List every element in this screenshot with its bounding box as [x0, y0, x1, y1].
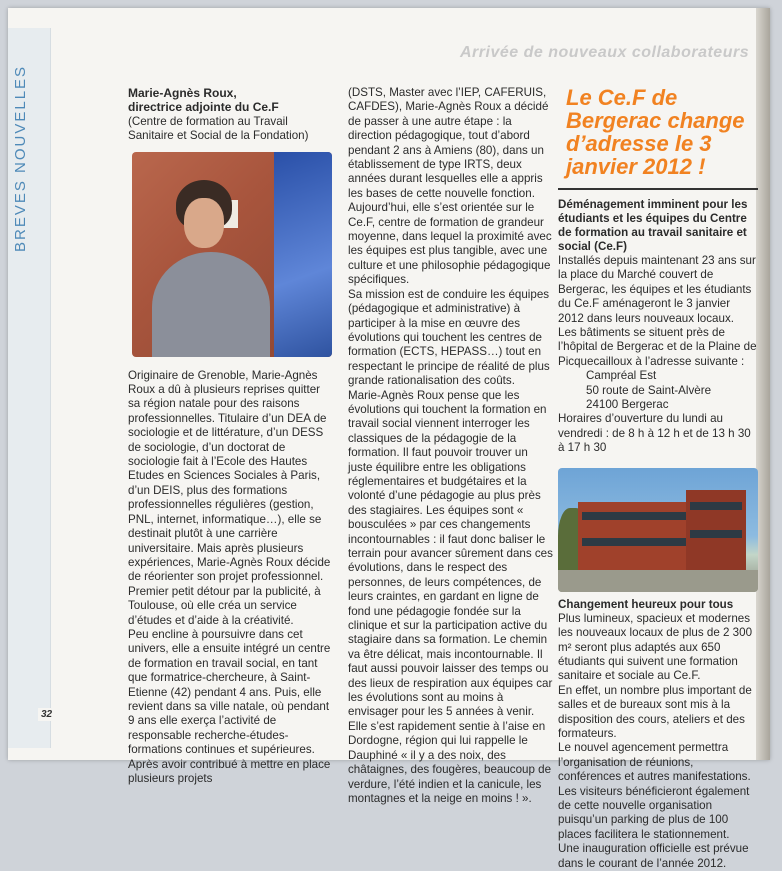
ghost-header: Arrivée de nouveaux collaborateurs	[460, 44, 750, 61]
person-name: Marie-Agnès Roux,	[128, 86, 237, 100]
address-line: 24100 Bergerac	[586, 398, 669, 412]
col2-para3: Marie-Agnès Roux pense que les évolutions qui touchent la formation en travail social viennent interroger les classiques de la pédagogie de la formation. Il faut pouvoir trouver un juste équilibre entre les obligations réglementaires et budgétaires et la volonté d’une pédagogie au plus près des stagiaires. Les équipes sont « bousculées » par ces changements incontournables : il faut donc baliser le terrain pour avancer sûrement dans ces évolutions, dans le respect des personnes, de leurs compétences, de leurs craintes, en gardant en ligne de fond une pédagogie fondée sur la clinique et sur la participation active du stagiaire dans sa formation. Le chemin va être délicat, mais incontournable. Il faut aussi pouvoir laisser des temps ou des lieux de respiration aux équipes car les évolutions sont au moins à envisager pour les 5 années à venir.	[348, 388, 553, 719]
col1-para2: Peu encline à poursuivre dans cet univers, elle a ensuite intégré un centre de formation en travail social, en tant que formatrice-chercheure, à Saint-Etienne (42) pendant 4 ans. Puis, elle revient dans sa ville natale, où pendant 9 ans elle exerça l’activité de responsable recherche-études-formations continues et supérieures. Après avoir contribué à mettre en place plusieurs projets	[128, 627, 331, 785]
address-line: 50 route de Saint-Alvère	[586, 383, 712, 397]
col2-para1: (DSTS, Master avec l’IEP, CAFERUIS, CAFDES), Marie-Agnès Roux a décidé de passer à une autre étape : la direction pédagogique, tout d’abord pendant 2 ans à Amiens (80), dans un établissement de type IRTS, deux années durant lesquelles elle a appris les bases de cette nouvelle fonction. Aujourd’hui, elle s’est orientée sur le Ce.F, centre de formation de grandeur moyenne, dans lequel la proximité avec les équipes est plus tangible, avec une culture et une philosophie pédagogique spécifiques.	[348, 86, 552, 287]
building-photo	[558, 468, 758, 592]
photo-ground	[558, 570, 758, 592]
magazine-page	[8, 8, 770, 870]
building-block	[686, 490, 746, 572]
col3-para2: Les bâtiments se situent près de l’hôpital de Bergerac et de la Plaine de Picquecailloux à l’adresse suivante :	[558, 326, 757, 368]
person-org: (Centre de formation au Travail Sanitaire et Social de la Fondation)	[128, 114, 309, 143]
col3-para3: Plus lumineux, spacieux et modernes les nouveaux locaux de plus de 2 300 m² seront plus adaptés aux 650 étudiants qui suivent une formation sanitaire et sociale au Ce.F.	[558, 611, 753, 683]
col1-para1: Originaire de Grenoble, Marie-Agnès Roux a dû à plusieurs reprises quitter sa région natale pour des raisons professionnelles. Titulaire d’un DEA de sociologie et de littérature, d’un DESS de sociologie, d’un doctorat de sociologie fait à l’Ecole des Hautes Etudes en Sciences Sociales à Paris, d’un DEIS, plus des formations professionnelles régulières (gestion, PNL, internet, informatique…), elle se destinait plutôt à une carrière universitaire. Mais après plusieurs expériences, Marie-Agnès Roux décide de réorienter son projet professionnel. Premier petit détour par la publicité, à Toulouse, où elle créa un service d’études et d’aide à la créativité.	[128, 368, 331, 627]
photo-face	[184, 198, 224, 248]
column-3	[558, 86, 758, 871]
col2-para2: Sa mission est de conduire les équipes (pédagogique et administrative) à participer à la mise en œuvre des évolutions qui touchent les centres de formation (ECTS, HEPASS…) tout en respectant le principe de réalité de plus grande rationalisation des coûts.	[348, 287, 550, 388]
col3-para1: Installés depuis maintenant 23 ans sur la place du Marché couvert de Bergerac, les équipes et les étudiants du Ce.F aménageront le 3 janvier 2012 dans leurs nouveaux locaux.	[558, 254, 756, 325]
subheading-change: Changement heureux pour tous	[558, 597, 734, 611]
subheading-move: Déménagement imminent pour les étudiants et les équipes du Centre de formation au travail sanitaire et social (Ce.F)	[558, 188, 758, 254]
headline: Le Ce.F de Bergerac change d’adresse le 3 janvier 2012 !	[566, 85, 745, 179]
col3-para6: Les visiteurs bénéficieront également de cette nouvelle organisation puisqu’un parking de plus de 100 places facilitera le stationnement.	[558, 784, 750, 841]
photo-board	[274, 152, 332, 357]
section-sidebar	[8, 28, 51, 748]
building-block	[578, 502, 690, 572]
opening-hours: Horaires d’ouverture du lundi au vendredi : de 8 h à 12 h et de 13 h 30 à 17 h 30	[558, 412, 751, 455]
address-line: Campréal Est	[586, 369, 657, 383]
page-gutter	[756, 8, 770, 760]
col3-para5: Le nouvel agencement permettra l’organisation de réunions, conférences et autres manifestations.	[558, 741, 751, 784]
window-row	[582, 538, 686, 546]
portrait-photo	[132, 152, 332, 357]
window-row	[582, 512, 686, 520]
person-role: directrice adjointe du Ce.F	[128, 100, 279, 115]
window-row	[690, 502, 742, 510]
col3-para4: En effet, un nombre plus important de salles et de bureaux sont mis à la disposition des cours, ateliers et des formateurs.	[558, 683, 752, 740]
column-2	[348, 86, 553, 806]
col2-para4: Elle s’est rapidement sentie à l’aise en Dordogne, région qui lui rappelle le Dauphiné « il y a des noix, des châtaignes, des fougères, beaucoup de verdure, l’été indien et la canicule, les montagnes et la neige en moins ! ».	[348, 719, 552, 805]
section-title: BREVES NOUVELLES	[12, 64, 29, 252]
page-number: 32	[38, 708, 55, 721]
column-1	[128, 86, 333, 786]
photo-body	[152, 252, 270, 357]
col3-para7: Une inauguration officielle est prévue dans le courant de l’année 2012.	[558, 842, 749, 870]
window-row	[690, 530, 742, 538]
